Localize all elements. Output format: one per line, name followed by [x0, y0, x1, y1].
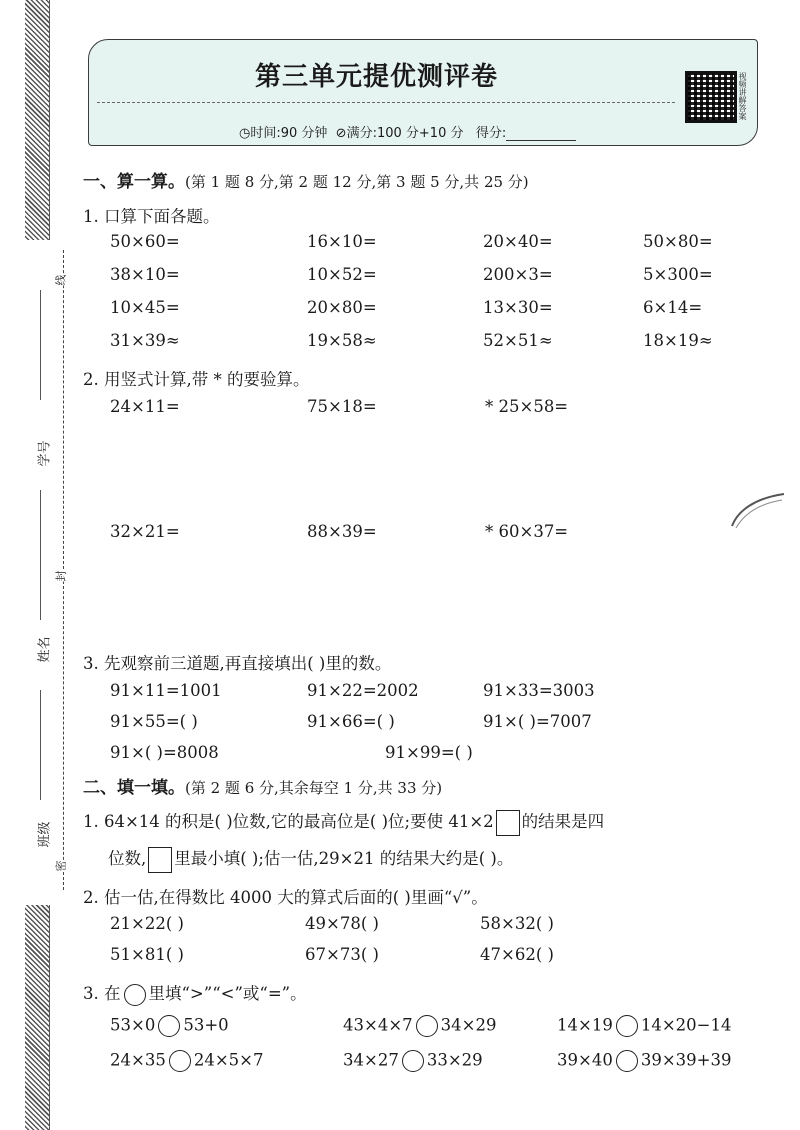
s1-q1-item: 16×10= [307, 232, 377, 251]
name-label: 姓名 [37, 636, 53, 663]
compare-circle[interactable] [169, 1050, 191, 1072]
clock-icon: ◷ [239, 126, 251, 141]
s2-q2-item[interactable]: 47×62( ) [480, 945, 554, 964]
page-title: 第三单元提优测评卷 [254, 62, 498, 92]
header-banner [88, 39, 758, 146]
class-line [40, 690, 41, 800]
s1-q1-item: 38×10= [110, 265, 180, 284]
s1-q3-item[interactable]: 91×99=( ) [385, 743, 473, 762]
binding-line-char: 线 [54, 274, 68, 286]
s2-q3-item: 43×4×7 34×29 [343, 1015, 496, 1037]
s1-q1-item: 6×14= [643, 298, 703, 317]
s2-q3-item: 34×27 33×29 [343, 1050, 483, 1072]
class-label: 班级 [37, 821, 53, 848]
compare-circle[interactable] [158, 1015, 180, 1037]
compare-circle [124, 984, 146, 1006]
s1-q3-item: 91×22=2002 [307, 681, 419, 700]
s2-q3-item: 53×0 53+0 [110, 1015, 229, 1037]
s1-q1-item: 20×40= [483, 232, 553, 251]
s1-q3-item[interactable]: 91×55=( ) [110, 712, 198, 731]
s1-q1-title: 1. 口算下面各题。 [83, 207, 220, 226]
s1-q3-title: 3. 先观察前三道题,再直接填出( )里的数。 [83, 654, 392, 673]
s1-q2-item: 32×21= [110, 522, 180, 541]
s2-q2-item[interactable]: 49×78( ) [305, 914, 379, 933]
s1-q2-item: * 60×37= [485, 522, 569, 541]
qr-code[interactable] [685, 71, 737, 123]
s2-q3-title: 3. 在 里填“>”“<”或“=”。 [83, 980, 307, 1006]
binding-hatch-top [25, 0, 50, 240]
s1-q2-item: * 25×58= [485, 397, 569, 416]
s1-q1-item: 50×80= [643, 232, 713, 251]
score-label: 得分: [475, 126, 507, 141]
compare-circle[interactable] [402, 1050, 424, 1072]
s1-q1-item: 50×60= [110, 232, 180, 251]
score-field[interactable] [506, 128, 576, 141]
s1-q3-item[interactable]: 91×( )=8008 [110, 743, 219, 762]
compare-circle[interactable] [616, 1015, 638, 1037]
header-divider [97, 102, 675, 103]
s1-q1-item: 10×52= [307, 265, 377, 284]
section1-heading: 一、算一算。(第 1 题 8 分,第 2 题 12 分,第 3 题 5 分,共 25 分) [83, 172, 529, 192]
s2-q1-line1: 1. 64×14 的积是( )位数,它的最高位是( )位;要使 41×2 的结果是四 [83, 808, 604, 836]
s2-q1-line2: 位数, 里最小填( );估一估,29×21 的结果大约是( )。 [108, 845, 513, 873]
s1-q1-item: 19×58≈ [307, 331, 377, 350]
section2-heading: 二、填一填。(第 2 题 6 分,其余每空 1 分,共 33 分) [83, 778, 443, 798]
s1-q1-item: 5×300= [643, 265, 713, 284]
s1-q1-item: 31×39≈ [110, 331, 180, 350]
name-line [40, 490, 41, 620]
s1-q2-item: 88×39= [307, 522, 377, 541]
s1-q2-item: 24×11= [110, 397, 180, 416]
compare-circle[interactable] [616, 1050, 638, 1072]
s1-q2-title: 2. 用竖式计算,带 * 的要验算。 [83, 370, 310, 389]
s2-q2-item[interactable]: 21×22( ) [110, 914, 184, 933]
full-score-text: 满分:100 分+10 分 [346, 126, 464, 141]
s2-q3-item: 24×35 24×5×7 [110, 1050, 263, 1072]
compare-circle[interactable] [416, 1015, 438, 1037]
s2-q2-item[interactable]: 58×32( ) [480, 914, 554, 933]
s1-q3-item: 91×11=1001 [110, 681, 222, 700]
binding-seal-char: 封 [54, 570, 68, 582]
s2-q2-item[interactable]: 51×81( ) [110, 945, 184, 964]
s2-q2-item[interactable]: 67×73( ) [305, 945, 379, 964]
pen-mark-graphic [728, 490, 788, 530]
answer-box[interactable] [148, 847, 172, 873]
answer-box[interactable] [496, 810, 520, 836]
s1-q1-item: 10×45= [110, 298, 180, 317]
s1-q1-item: 20×80= [307, 298, 377, 317]
s1-q3-item[interactable]: 91×66=( ) [307, 712, 395, 731]
s1-q1-item: 18×19≈ [643, 331, 713, 350]
time-text: 时间:90 分钟 [250, 126, 328, 141]
binding-seal-char-2: 密 [54, 860, 68, 872]
s1-q1-item: 52×51≈ [483, 331, 553, 350]
binding-hatch-bottom [25, 905, 50, 1130]
s1-q2-item: 75×18= [307, 397, 377, 416]
s1-q1-item: 13×30= [483, 298, 553, 317]
s1-q3-item: 91×33=3003 [483, 681, 595, 700]
s1-q3-item[interactable]: 91×( )=7007 [483, 712, 592, 731]
check-icon: ⊘ [335, 126, 347, 141]
s2-q3-item: 39×40 39×39+39 [557, 1050, 731, 1072]
exam-meta [239, 122, 576, 141]
s1-q1-item: 200×3= [483, 265, 553, 284]
qr-caption: 视频讲解答案 [738, 72, 747, 120]
s2-q3-item: 14×19 14×20−14 [557, 1015, 731, 1037]
student-id-label: 学号 [37, 440, 53, 467]
s2-q2-title: 2. 估一估,在得数比 4000 大的算式后面的( )里画“√”。 [83, 888, 488, 907]
student-id-line [40, 290, 41, 400]
